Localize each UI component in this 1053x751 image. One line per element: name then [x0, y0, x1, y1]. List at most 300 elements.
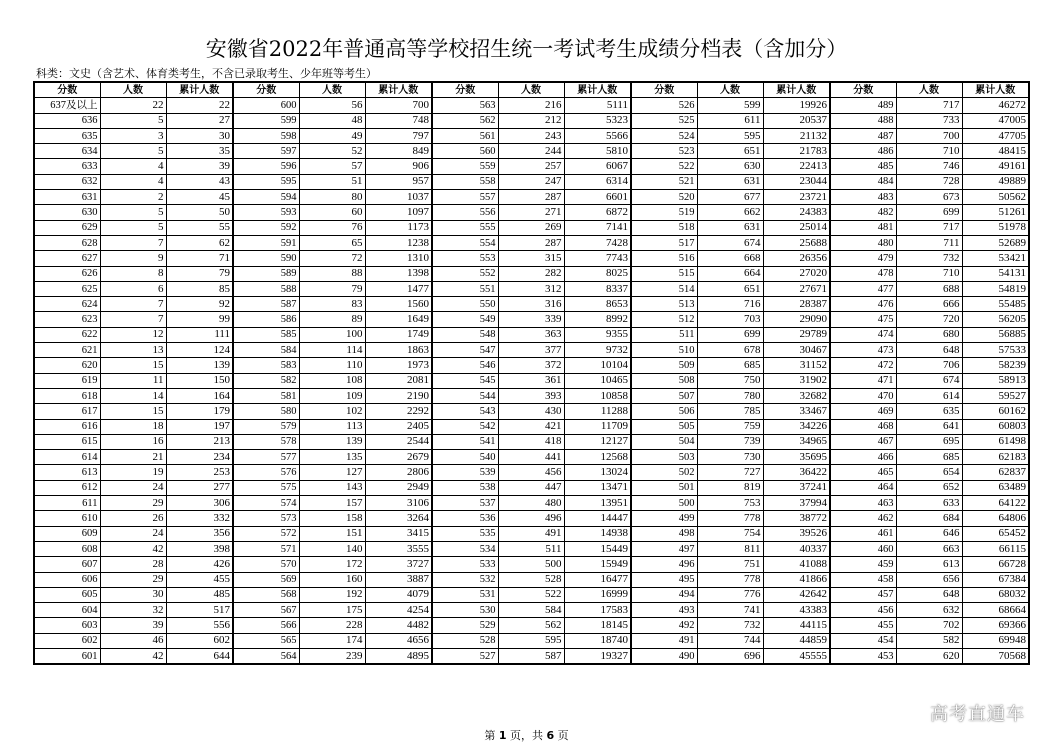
cumulative-cell: 46272 [962, 98, 1029, 113]
cumulative-cell: 27671 [763, 281, 830, 296]
count-cell: 480 [498, 496, 564, 511]
score-cell: 521 [631, 174, 697, 189]
cumulative-cell: 2679 [365, 450, 432, 465]
cumulative-cell: 4079 [365, 587, 432, 602]
count-cell: 39 [100, 618, 166, 633]
score-cell: 556 [432, 205, 498, 220]
score-cell: 628 [34, 235, 100, 250]
score-cell: 559 [432, 159, 498, 174]
count-cell: 751 [697, 557, 763, 572]
cumulative-cell: 21783 [763, 144, 830, 159]
score-cell: 566 [233, 618, 299, 633]
cumulative-cell: 33467 [763, 404, 830, 419]
count-cell: 151 [299, 526, 365, 541]
cumulative-cell: 53421 [962, 251, 1029, 266]
table-row [34, 235, 1029, 250]
cumulative-cell: 63489 [962, 480, 1029, 495]
cumulative-cell: 6314 [564, 174, 631, 189]
total-page-count: 6 [546, 729, 555, 742]
cumulative-cell: 332 [166, 511, 233, 526]
score-cell: 533 [432, 557, 498, 572]
current-page-number: 1 [498, 729, 507, 742]
cumulative-cell: 13471 [564, 480, 631, 495]
count-cell: 663 [896, 541, 962, 556]
count-cell: 587 [498, 648, 564, 664]
cumulative-cell: 7141 [564, 220, 631, 235]
count-cell: 720 [896, 312, 962, 327]
cumulative-cell: 47705 [962, 128, 1029, 143]
count-cell: 113 [299, 419, 365, 434]
count-cell: 49 [299, 128, 365, 143]
count-cell: 363 [498, 327, 564, 342]
count-cell: 5 [100, 113, 166, 128]
table-row [34, 113, 1029, 128]
score-cell: 478 [830, 266, 896, 281]
score-cell: 454 [830, 633, 896, 648]
score-cell: 525 [631, 113, 697, 128]
table-row [34, 496, 1029, 511]
count-cell: 633 [896, 496, 962, 511]
count-cell: 339 [498, 312, 564, 327]
cumulative-cell: 48415 [962, 144, 1029, 159]
table-row [34, 159, 1029, 174]
count-cell: 595 [498, 633, 564, 648]
score-cell: 539 [432, 465, 498, 480]
cumulative-cell: 1398 [365, 266, 432, 281]
count-cell: 110 [299, 358, 365, 373]
score-cell: 625 [34, 281, 100, 296]
cumulative-cell: 38772 [763, 511, 830, 526]
count-cell: 421 [498, 419, 564, 434]
score-cell: 587 [233, 297, 299, 312]
footer-prefix: 第 [484, 729, 499, 742]
count-cell: 65 [299, 235, 365, 250]
cumulative-cell: 10465 [564, 373, 631, 388]
score-cell: 485 [830, 159, 896, 174]
score-cell: 584 [233, 343, 299, 358]
score-cell: 474 [830, 327, 896, 342]
cumulative-cell: 43383 [763, 603, 830, 618]
count-cell: 595 [697, 128, 763, 143]
count-cell: 7 [100, 235, 166, 250]
count-cell: 56 [299, 98, 365, 113]
cumulative-cell: 2292 [365, 404, 432, 419]
cumulative-cell: 56885 [962, 327, 1029, 342]
cumulative-cell: 41866 [763, 572, 830, 587]
count-cell: 269 [498, 220, 564, 235]
count-cell: 716 [697, 297, 763, 312]
score-cell: 550 [432, 297, 498, 312]
table-row [34, 281, 1029, 296]
cumulative-cell: 40337 [763, 541, 830, 556]
count-cell: 140 [299, 541, 365, 556]
score-cell: 590 [233, 251, 299, 266]
table-row [34, 419, 1029, 434]
cumulative-cell: 14938 [564, 526, 631, 541]
cumulative-cell: 517 [166, 603, 233, 618]
cumulative-cell: 1749 [365, 327, 432, 342]
count-cell: 711 [896, 235, 962, 250]
cumulative-cell: 69366 [962, 618, 1029, 633]
count-cell: 5 [100, 220, 166, 235]
score-cell: 491 [631, 633, 697, 648]
count-cell: 239 [299, 648, 365, 664]
cumulative-cell: 62183 [962, 450, 1029, 465]
cumulative-cell: 5323 [564, 113, 631, 128]
count-cell: 46 [100, 633, 166, 648]
count-cell: 102 [299, 404, 365, 419]
score-cell: 617 [34, 404, 100, 419]
score-cell: 534 [432, 541, 498, 556]
score-cell: 484 [830, 174, 896, 189]
cumulative-cell: 5566 [564, 128, 631, 143]
score-cell: 586 [233, 312, 299, 327]
count-cell: 674 [697, 235, 763, 250]
count-cell: 244 [498, 144, 564, 159]
score-cell: 467 [830, 434, 896, 449]
cumulative-cell: 64122 [962, 496, 1029, 511]
table-row [34, 557, 1029, 572]
cumulative-cell: 849 [365, 144, 432, 159]
count-cell: 172 [299, 557, 365, 572]
column-header-score: 分数 [830, 82, 896, 98]
score-cell: 461 [830, 526, 896, 541]
score-cell: 591 [233, 235, 299, 250]
cumulative-cell: 62 [166, 235, 233, 250]
score-cell: 490 [631, 648, 697, 664]
score-cell: 633 [34, 159, 100, 174]
cumulative-cell: 2190 [365, 388, 432, 403]
score-cell: 567 [233, 603, 299, 618]
score-cell: 522 [631, 159, 697, 174]
count-cell: 24 [100, 526, 166, 541]
score-cell: 519 [631, 205, 697, 220]
score-cell: 507 [631, 388, 697, 403]
cumulative-cell: 2949 [365, 480, 432, 495]
score-cell: 609 [34, 526, 100, 541]
cumulative-cell: 85 [166, 281, 233, 296]
count-cell: 780 [697, 388, 763, 403]
column-header-count: 人数 [100, 82, 166, 98]
cumulative-cell: 37994 [763, 496, 830, 511]
score-cell: 531 [432, 587, 498, 602]
cumulative-cell: 54131 [962, 266, 1029, 281]
score-cell: 622 [34, 327, 100, 342]
count-cell: 732 [697, 618, 763, 633]
score-cell: 574 [233, 496, 299, 511]
cumulative-cell: 3415 [365, 526, 432, 541]
count-cell: 710 [896, 144, 962, 159]
cumulative-cell: 25014 [763, 220, 830, 235]
score-cell: 600 [233, 98, 299, 113]
cumulative-cell: 6872 [564, 205, 631, 220]
count-cell: 753 [697, 496, 763, 511]
count-cell: 228 [299, 618, 365, 633]
table-row [34, 174, 1029, 189]
count-cell: 5 [100, 205, 166, 220]
count-cell: 496 [498, 511, 564, 526]
cumulative-cell: 25688 [763, 235, 830, 250]
count-cell: 21 [100, 450, 166, 465]
score-cell: 557 [432, 190, 498, 205]
score-cell: 614 [34, 450, 100, 465]
count-cell: 143 [299, 480, 365, 495]
cumulative-cell: 150 [166, 373, 233, 388]
score-cell: 603 [34, 618, 100, 633]
cumulative-cell: 6601 [564, 190, 631, 205]
count-cell: 316 [498, 297, 564, 312]
score-cell: 561 [432, 128, 498, 143]
count-cell: 312 [498, 281, 564, 296]
score-cell: 508 [631, 373, 697, 388]
subject-category-note: 科类：文史（含艺术、体育类考生，不含已录取考生、少年班等考生） [36, 67, 377, 80]
cumulative-cell: 50562 [962, 190, 1029, 205]
column-header-cumulative: 累计人数 [365, 82, 432, 98]
count-cell: 699 [697, 327, 763, 342]
score-cell: 593 [233, 205, 299, 220]
count-cell: 688 [896, 281, 962, 296]
cumulative-cell: 111 [166, 327, 233, 342]
cumulative-cell: 1097 [365, 205, 432, 220]
count-cell: 5 [100, 144, 166, 159]
count-cell: 393 [498, 388, 564, 403]
count-cell: 7 [100, 297, 166, 312]
score-cell: 636 [34, 113, 100, 128]
cumulative-cell: 58913 [962, 373, 1029, 388]
count-cell: 72 [299, 251, 365, 266]
table-row [34, 373, 1029, 388]
score-cell: 551 [432, 281, 498, 296]
score-cell: 530 [432, 603, 498, 618]
score-cell: 497 [631, 541, 697, 556]
cumulative-cell: 27 [166, 113, 233, 128]
count-cell: 139 [299, 434, 365, 449]
count-cell: 377 [498, 343, 564, 358]
cumulative-cell: 12568 [564, 450, 631, 465]
score-cell: 597 [233, 144, 299, 159]
cumulative-cell: 16477 [564, 572, 631, 587]
cumulative-cell: 66728 [962, 557, 1029, 572]
score-cell: 527 [432, 648, 498, 664]
count-cell: 674 [896, 373, 962, 388]
cumulative-cell: 700 [365, 98, 432, 113]
cumulative-cell: 398 [166, 541, 233, 556]
cumulative-cell: 44859 [763, 633, 830, 648]
score-cell: 568 [233, 587, 299, 602]
cumulative-cell: 179 [166, 404, 233, 419]
score-cell: 495 [631, 572, 697, 587]
count-cell: 29 [100, 496, 166, 511]
score-cell: 480 [830, 235, 896, 250]
table-row [34, 312, 1029, 327]
cumulative-cell: 9355 [564, 327, 631, 342]
column-header-count: 人数 [299, 82, 365, 98]
score-cell: 545 [432, 373, 498, 388]
footer-middle: 页，共 [506, 729, 547, 742]
cumulative-cell: 124 [166, 343, 233, 358]
score-cell: 470 [830, 388, 896, 403]
count-cell: 6 [100, 281, 166, 296]
table-row [34, 572, 1029, 587]
count-cell: 243 [498, 128, 564, 143]
count-cell: 441 [498, 450, 564, 465]
cumulative-cell: 19327 [564, 648, 631, 664]
count-cell: 109 [299, 388, 365, 403]
score-cell: 466 [830, 450, 896, 465]
score-cell: 460 [830, 541, 896, 556]
score-cell: 476 [830, 297, 896, 312]
count-cell: 361 [498, 373, 564, 388]
score-cell: 575 [233, 480, 299, 495]
count-cell: 759 [697, 419, 763, 434]
table-row [34, 603, 1029, 618]
cumulative-cell: 19926 [763, 98, 830, 113]
count-cell: 9 [100, 251, 166, 266]
cumulative-cell: 1310 [365, 251, 432, 266]
cumulative-cell: 10104 [564, 358, 631, 373]
score-cell: 502 [631, 465, 697, 480]
score-cell: 572 [233, 526, 299, 541]
count-cell: 157 [299, 496, 365, 511]
score-cell: 500 [631, 496, 697, 511]
cumulative-cell: 68664 [962, 603, 1029, 618]
score-distribution-table [33, 81, 1030, 665]
score-cell: 520 [631, 190, 697, 205]
count-cell: 630 [697, 159, 763, 174]
score-cell: 509 [631, 358, 697, 373]
cumulative-cell: 6067 [564, 159, 631, 174]
count-cell: 673 [896, 190, 962, 205]
count-cell: 14 [100, 388, 166, 403]
count-cell: 678 [697, 343, 763, 358]
table-row [34, 266, 1029, 281]
count-cell: 684 [896, 511, 962, 526]
count-cell: 635 [896, 404, 962, 419]
count-cell: 418 [498, 434, 564, 449]
score-cell: 515 [631, 266, 697, 281]
score-cell: 577 [233, 450, 299, 465]
score-cell: 585 [233, 327, 299, 342]
count-cell: 160 [299, 572, 365, 587]
score-cell: 582 [233, 373, 299, 388]
score-cell: 506 [631, 404, 697, 419]
cumulative-cell: 54819 [962, 281, 1029, 296]
score-cell: 505 [631, 419, 697, 434]
table-row [34, 190, 1029, 205]
table-row [34, 358, 1029, 373]
table-header-row [34, 82, 1029, 98]
score-cell: 624 [34, 297, 100, 312]
count-cell: 668 [697, 251, 763, 266]
cumulative-cell: 31902 [763, 373, 830, 388]
count-cell: 677 [697, 190, 763, 205]
count-cell: 522 [498, 587, 564, 602]
cumulative-cell: 57533 [962, 343, 1029, 358]
count-cell: 631 [697, 220, 763, 235]
score-cell: 546 [432, 358, 498, 373]
count-cell: 30 [100, 587, 166, 602]
score-cell: 477 [830, 281, 896, 296]
score-cell: 579 [233, 419, 299, 434]
cumulative-cell: 644 [166, 648, 233, 664]
cumulative-cell: 5810 [564, 144, 631, 159]
count-cell: 32 [100, 603, 166, 618]
score-cell: 607 [34, 557, 100, 572]
count-cell: 750 [697, 373, 763, 388]
score-cell: 596 [233, 159, 299, 174]
count-cell: 315 [498, 251, 564, 266]
count-cell: 582 [896, 633, 962, 648]
cumulative-cell: 34965 [763, 434, 830, 449]
table-row [34, 526, 1029, 541]
score-cell: 463 [830, 496, 896, 511]
count-cell: 754 [697, 526, 763, 541]
column-header-score: 分数 [631, 82, 697, 98]
cumulative-cell: 253 [166, 465, 233, 480]
count-cell: 631 [697, 174, 763, 189]
cumulative-cell: 2806 [365, 465, 432, 480]
count-cell: 127 [299, 465, 365, 480]
score-cell: 482 [830, 205, 896, 220]
score-cell: 498 [631, 526, 697, 541]
count-cell: 247 [498, 174, 564, 189]
count-cell: 28 [100, 557, 166, 572]
count-cell: 785 [697, 404, 763, 419]
cumulative-cell: 61498 [962, 434, 1029, 449]
cumulative-cell: 3887 [365, 572, 432, 587]
count-cell: 3 [100, 128, 166, 143]
score-cell: 619 [34, 373, 100, 388]
cumulative-cell: 2405 [365, 419, 432, 434]
count-cell: 651 [697, 281, 763, 296]
table-row [34, 480, 1029, 495]
column-header-count: 人数 [896, 82, 962, 98]
score-cell: 627 [34, 251, 100, 266]
count-cell: 819 [697, 480, 763, 495]
table-row [34, 450, 1029, 465]
count-cell: 83 [299, 297, 365, 312]
count-cell: 611 [697, 113, 763, 128]
score-cell: 611 [34, 496, 100, 511]
score-cell: 608 [34, 541, 100, 556]
score-cell: 487 [830, 128, 896, 143]
count-cell: 51 [299, 174, 365, 189]
cumulative-cell: 426 [166, 557, 233, 572]
cumulative-cell: 15449 [564, 541, 631, 556]
cumulative-cell: 68032 [962, 587, 1029, 602]
table-row [34, 465, 1029, 480]
count-cell: 11 [100, 373, 166, 388]
score-cell: 523 [631, 144, 697, 159]
cumulative-cell: 164 [166, 388, 233, 403]
score-cell: 512 [631, 312, 697, 327]
count-cell: 12 [100, 327, 166, 342]
cumulative-cell: 60803 [962, 419, 1029, 434]
cumulative-cell: 44115 [763, 618, 830, 633]
score-cell: 501 [631, 480, 697, 495]
score-cell: 562 [432, 113, 498, 128]
page-title: 安徽省2022年普通高等学校招生统一考试考生成绩分档表（含加分） [205, 37, 848, 61]
count-cell: 52 [299, 144, 365, 159]
table-row [34, 587, 1029, 602]
score-cell: 549 [432, 312, 498, 327]
score-cell: 635 [34, 128, 100, 143]
cumulative-cell: 49889 [962, 174, 1029, 189]
score-cell: 471 [830, 373, 896, 388]
count-cell: 648 [896, 587, 962, 602]
table-row [34, 633, 1029, 648]
count-cell: 16 [100, 434, 166, 449]
